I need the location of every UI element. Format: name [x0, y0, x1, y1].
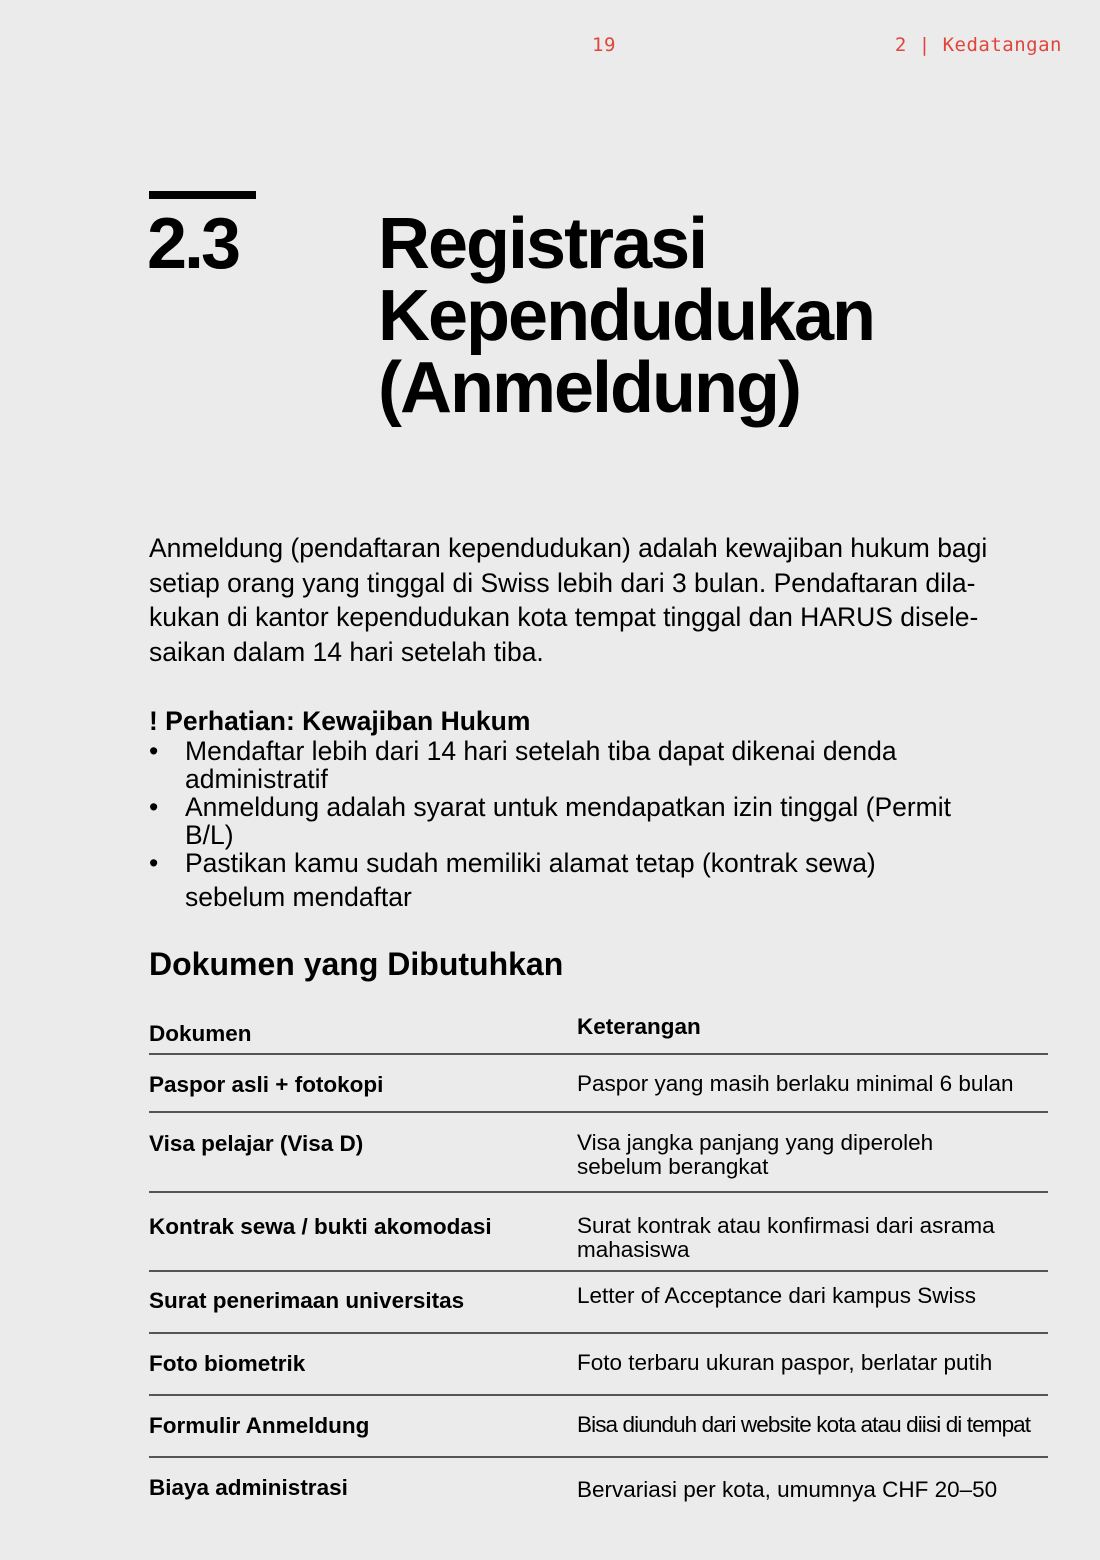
document-description	[577, 1478, 1047, 1502]
bullet-icon: •	[149, 792, 159, 822]
column-header-description	[577, 1015, 1047, 1039]
intro-line: kukan di kantor kependudukan kota tempat tinggal dan HARUS disele-	[149, 602, 979, 632]
document-description	[577, 1351, 1047, 1375]
document-name: Visa pelajar (Visa D)	[149, 1131, 364, 1156]
intro-line: Anmeldung (pendaftaran kependudukan) adalah kewajiban hukum bagi	[149, 533, 988, 563]
table-row	[149, 1396, 1048, 1458]
document-name: Biaya administrasi	[149, 1475, 348, 1500]
description-line: sebelum berangkat	[577, 1154, 769, 1179]
documents-heading: Dokumen yang Dibutuhkan	[149, 946, 564, 982]
bullet-icon: •	[149, 848, 159, 878]
document-description	[577, 1072, 1047, 1096]
description-line: Paspor yang masih berlaku minimal 6 bulan	[577, 1071, 1014, 1096]
document-description	[577, 1214, 1047, 1262]
document-description	[577, 1131, 1047, 1179]
chapter-label: 2 | Kedatangan	[894, 34, 1062, 56]
warning-item-line: Anmeldung adalah syarat untuk mendapatkan izin tinggal (Permit	[185, 792, 952, 822]
warning-list	[149, 737, 1049, 911]
section-title-line: (Anmeldung)	[378, 348, 800, 428]
documents-table	[149, 1006, 1048, 1520]
table-header-row	[149, 1006, 1048, 1055]
intro-paragraph	[149, 531, 1049, 669]
section-title-line: Registrasi	[378, 204, 707, 284]
document-name: Formulir Anmeldung	[149, 1413, 370, 1438]
description-line: mahasiswa	[577, 1237, 690, 1262]
intro-line: saikan dalam 14 hari setelah tiba.	[149, 636, 544, 667]
section-title-line: Kependudukan	[378, 276, 875, 356]
description-line: Surat kontrak atau konfirmasi dari asrama	[577, 1213, 995, 1238]
table-row	[149, 1272, 1048, 1334]
table-row	[149, 1458, 1048, 1520]
page-number: 19	[592, 34, 616, 56]
warning-item-line: administratif	[185, 764, 328, 794]
column-header-document: Dokumen	[149, 1021, 252, 1046]
column-header-label: Keterangan	[577, 1014, 701, 1039]
warning-item	[149, 849, 1049, 911]
warning-item	[149, 737, 1049, 793]
table-row	[149, 1334, 1048, 1396]
document-description	[577, 1413, 1047, 1437]
intro-line: setiap orang yang tinggal di Swiss lebih dari 3 bulan. Pendaftaran dila-	[149, 567, 976, 598]
document-name: Foto biometrik	[149, 1351, 306, 1376]
table-row	[149, 1055, 1048, 1113]
document-name: Kontrak sewa / bukti akomodasi	[149, 1214, 492, 1239]
document-name: Paspor asli + fotokopi	[149, 1072, 384, 1097]
table-row	[149, 1193, 1048, 1272]
section-rule	[149, 191, 256, 199]
warning-item-line: sebelum mendaftar	[185, 882, 412, 912]
warning-item-line: Mendaftar lebih dari 14 hari setelah tiba dapat dikenai denda	[185, 736, 897, 766]
warning-item	[149, 793, 1049, 849]
description-line: Visa jangka panjang yang diperoleh	[577, 1130, 934, 1155]
warning-title: ! Perhatian: Kewajiban Hukum	[149, 706, 531, 736]
description-line: Letter of Acceptance dari kampus Swiss	[577, 1283, 976, 1308]
description-line: Bisa diunduh dari website kota atau diisi di tempat	[577, 1412, 1031, 1437]
description-line: Bervariasi per kota, umumnya CHF 20–50	[577, 1477, 998, 1502]
table-row	[149, 1113, 1048, 1193]
warning-item-line: B/L)	[185, 820, 234, 850]
bullet-icon: •	[149, 736, 159, 766]
description-line: Foto terbaru ukuran paspor, berlatar putih	[577, 1350, 993, 1375]
warning-item-line: Pastikan kamu sudah memiliki alamat tetap (kontrak sewa)	[185, 848, 876, 878]
document-description	[577, 1284, 1047, 1308]
section-number: 2.3	[147, 204, 239, 284]
legal-warning-box	[149, 705, 1049, 911]
document-name: Surat penerimaan universitas	[149, 1288, 465, 1313]
section-title	[378, 204, 1078, 428]
